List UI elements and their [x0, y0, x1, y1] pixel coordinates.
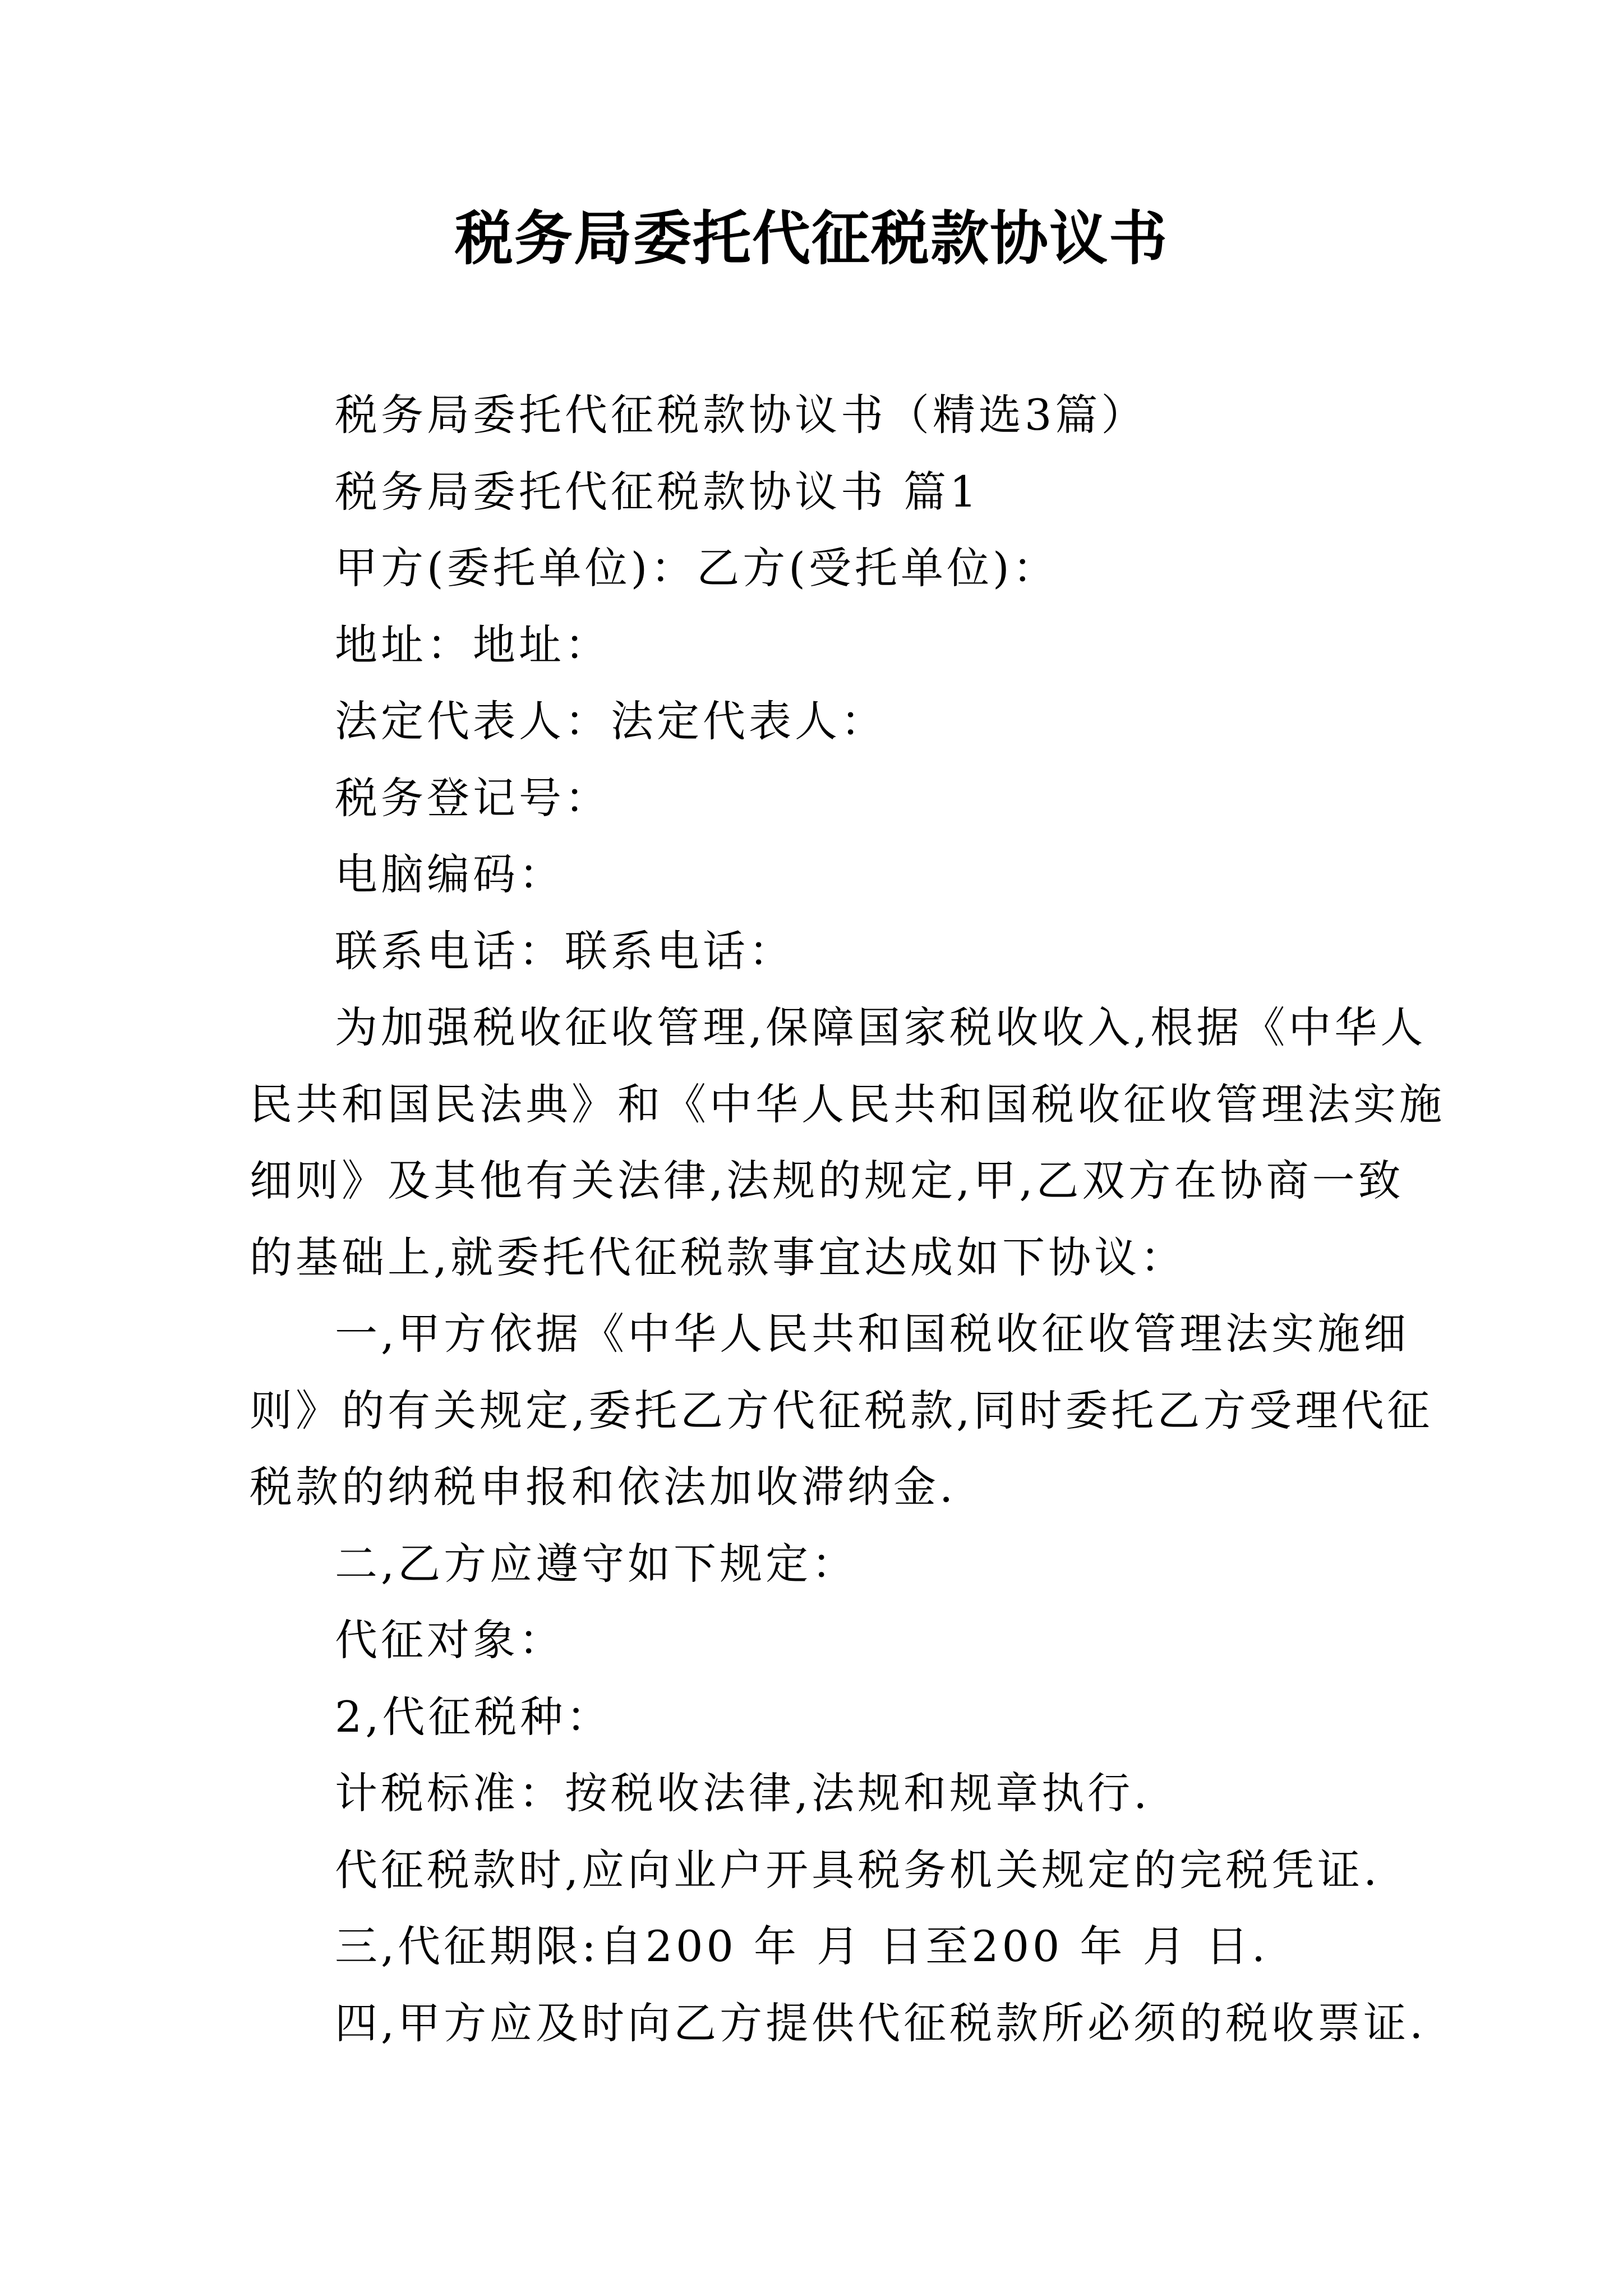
body-line: 计税标准：按税收法律,法规和规章执行.: [335, 1768, 1151, 1818]
body-line: 税款的纳税申报和依法加收滞纳金.: [250, 1462, 957, 1512]
body-line: 联系电话：联系电话：: [335, 926, 795, 976]
body-line: 税务登记号：: [335, 772, 611, 823]
body-line: 2,代征税种：: [335, 1691, 612, 1742]
body-line: 电脑编码：: [335, 849, 565, 899]
body-line: 的基础上,就委托代征税款事宜达成如下协议：: [250, 1232, 1187, 1282]
body-line: 税务局委托代征税款协议书（精选3篇）: [335, 390, 1147, 440]
body-line: 代征对象：: [335, 1615, 565, 1665]
body-line: 三,代征期限:自200 年 月 日至200 年 月 日.: [335, 1921, 1269, 1971]
body-line: 税务局委托代征税款协议书 篇1: [335, 466, 980, 517]
body-line: 民共和国民法典》和《中华人民共和国税收征收管理法实施: [250, 1079, 1445, 1129]
body-line: 一,甲方依据《中华人民共和国税收征收管理法实施细: [335, 1309, 1410, 1359]
body-line: 甲方(委托单位)：乙方(受托单位)：: [335, 543, 1059, 593]
body-line: 细则》及其他有关法律,法规的规定,甲,乙双方在协商一致: [250, 1156, 1404, 1205]
body-line: 代征税款时,应向业户开具税务机关规定的完税凭证.: [335, 1844, 1381, 1895]
body-line: 则》的有关规定,委托乙方代征税款,同时委托乙方受理代征: [250, 1385, 1433, 1435]
body-line: 地址：地址：: [335, 619, 611, 670]
body-line: 二,乙方应遵守如下规定：: [335, 1538, 858, 1589]
body-line: 四,甲方应及时向乙方提供代征税款所必须的税收票证.: [335, 1998, 1427, 2048]
document-body: [250, 377, 1445, 2062]
document-title: 税务局委托代征税款协议书: [454, 204, 1168, 273]
body-line: 为加强税收征收管理,保障国家税收收入,根据《中华人: [335, 1002, 1427, 1052]
body-line: 法定代表人：法定代表人：: [335, 696, 887, 746]
